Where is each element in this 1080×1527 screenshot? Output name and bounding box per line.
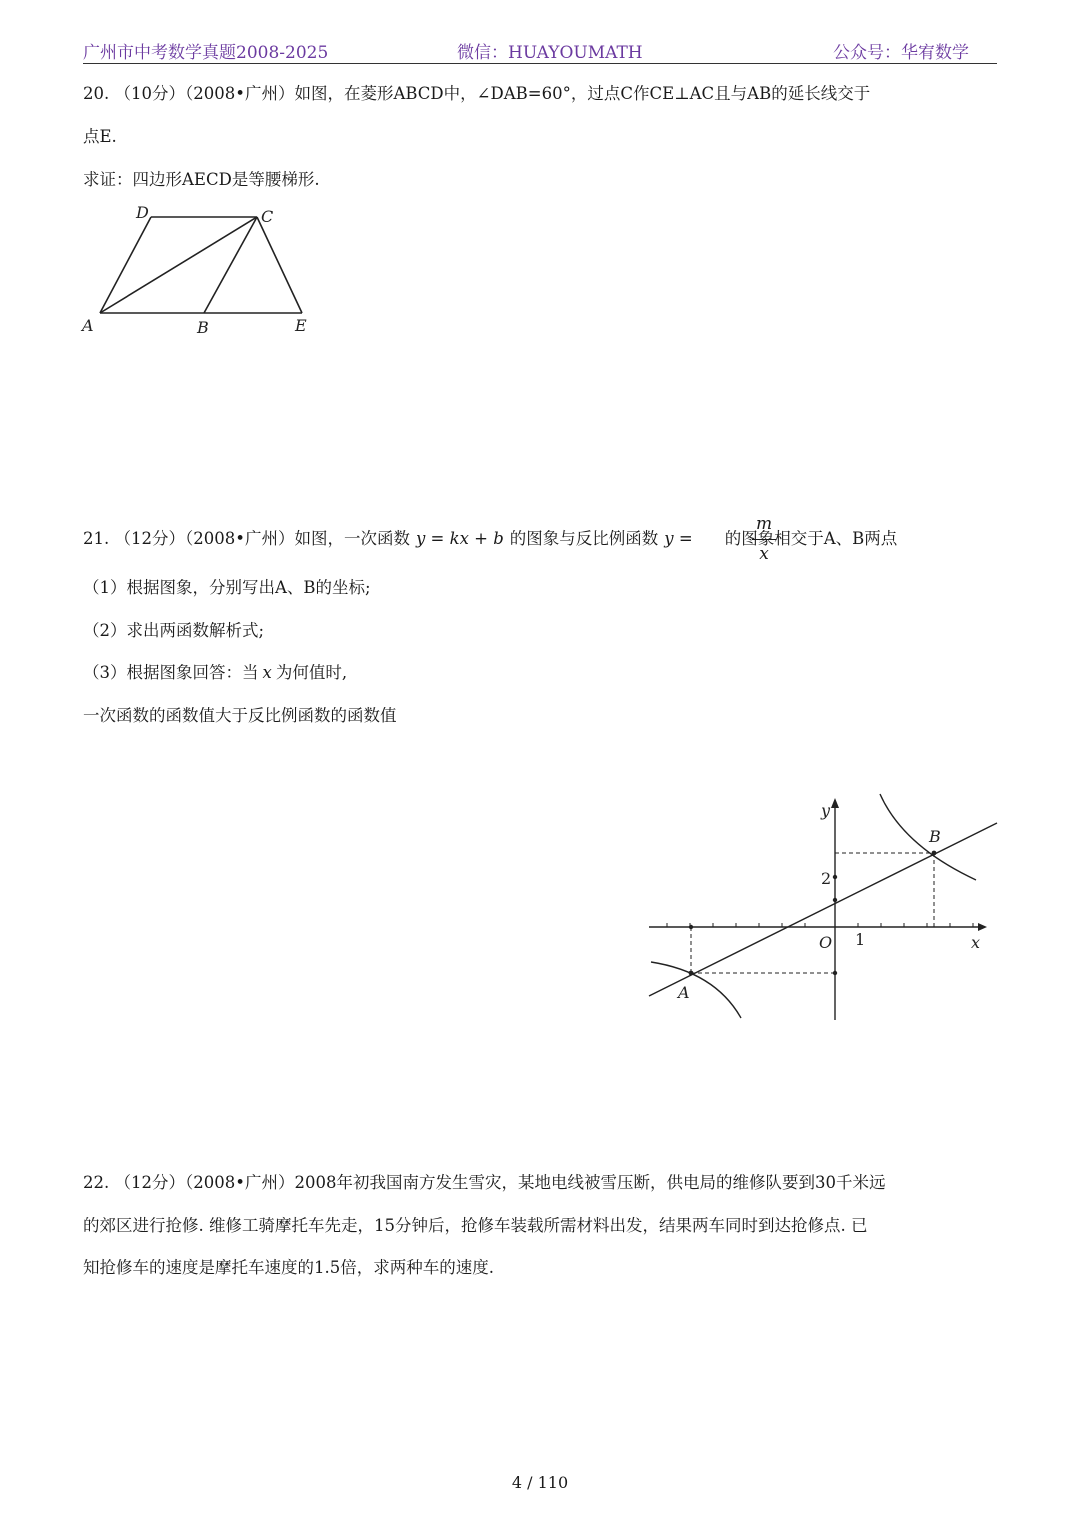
- q22-line1: 22. （12分）（2008•广州）2008年初我国南方发生雪灾，某地电线被雪压断，供电局的维修队要到30千米远: [83, 1173, 886, 1192]
- tick-label-1: 1: [855, 930, 866, 949]
- q21-suffix: 的图象相交于A、B两点: [724, 529, 898, 548]
- point-y-neg: [833, 971, 837, 975]
- label-B: B: [197, 318, 209, 337]
- point-y-intercept: [833, 898, 837, 902]
- header-account: 公众号：华宥数学: [833, 43, 969, 63]
- q20-line2: 点E.: [83, 127, 117, 146]
- hyperbola-branch-right: [880, 794, 976, 880]
- edge-AC: [100, 217, 257, 313]
- q21-part3-tail: 为何值时,: [275, 663, 348, 682]
- label-E: E: [295, 316, 307, 335]
- q21-line-last: 一次函数的函数值大于反比例函数的函数值: [83, 706, 397, 725]
- y-axis-label: y: [821, 801, 831, 820]
- edge-AD: [100, 217, 151, 313]
- q20-figure: [75, 200, 325, 345]
- page-number: 4 / 110: [511, 1473, 569, 1492]
- q21-middle: 的图象与反比例函数: [509, 529, 659, 548]
- q20-line3: 求证：四边形AECD是等腰梯形.: [83, 170, 320, 189]
- q21-part3: [83, 662, 347, 684]
- point-A: [689, 971, 694, 976]
- q21-graph: [645, 790, 1005, 1030]
- q21-linear-eq: y = kx + b: [415, 529, 504, 548]
- point-B-label: B: [929, 827, 941, 846]
- label-D: D: [136, 203, 149, 222]
- tick-label-2: 2: [821, 869, 832, 888]
- q22-line3: 知抢修车的速度是摩托车速度的1.5倍，求两种车的速度.: [83, 1258, 494, 1277]
- q22-line2: 的郊区进行抢修. 维修工骑摩托车先走，15分钟后，抢修车装载所需材料出发，结果两车同时到达抢修点. 已: [83, 1216, 868, 1235]
- label-A: A: [82, 316, 94, 335]
- q21-inverse-eq-lhs: y =: [664, 529, 693, 548]
- q21-part3-var: x: [262, 663, 272, 682]
- q21-frac-bar: [752, 539, 776, 540]
- header-divider: [83, 63, 997, 64]
- linear-function-line: [649, 823, 997, 996]
- hyperbola-branch-left: [651, 962, 741, 1018]
- point-B: [932, 851, 937, 856]
- header-title: 广州市中考数学真题2008-2025: [83, 43, 329, 63]
- q21-part1: （1）根据图象，分别写出A、B的坐标;: [83, 578, 371, 597]
- x-axis-arrow: [978, 923, 987, 931]
- edge-CB: [204, 217, 257, 313]
- q21-part2: （2）求出两函数解析式;: [83, 621, 265, 640]
- point-x-neg: [689, 925, 693, 929]
- label-C: C: [261, 207, 274, 226]
- point-y2: [833, 875, 837, 879]
- point-A-label: A: [678, 983, 690, 1002]
- header-wechat: 微信：HUAYOUMATH: [457, 43, 643, 63]
- q21-frac-num: m: [755, 514, 773, 534]
- q21-part3-text: （3）根据图象回答：当: [83, 663, 259, 682]
- origin-label: O: [819, 933, 833, 952]
- edge-CE: [257, 217, 302, 313]
- y-axis-arrow: [831, 798, 839, 808]
- q20-line1: 20. （10分）（2008•广州）如图，在菱形ABCD中，∠DAB=60°，过点C作CE⊥AC且与AB的延长线交于: [83, 84, 871, 103]
- x-axis-label: x: [971, 933, 981, 952]
- q21-frac-den: x: [759, 544, 769, 564]
- q21-prefix: 21. （12分）（2008•广州）如图，一次函数: [83, 529, 410, 548]
